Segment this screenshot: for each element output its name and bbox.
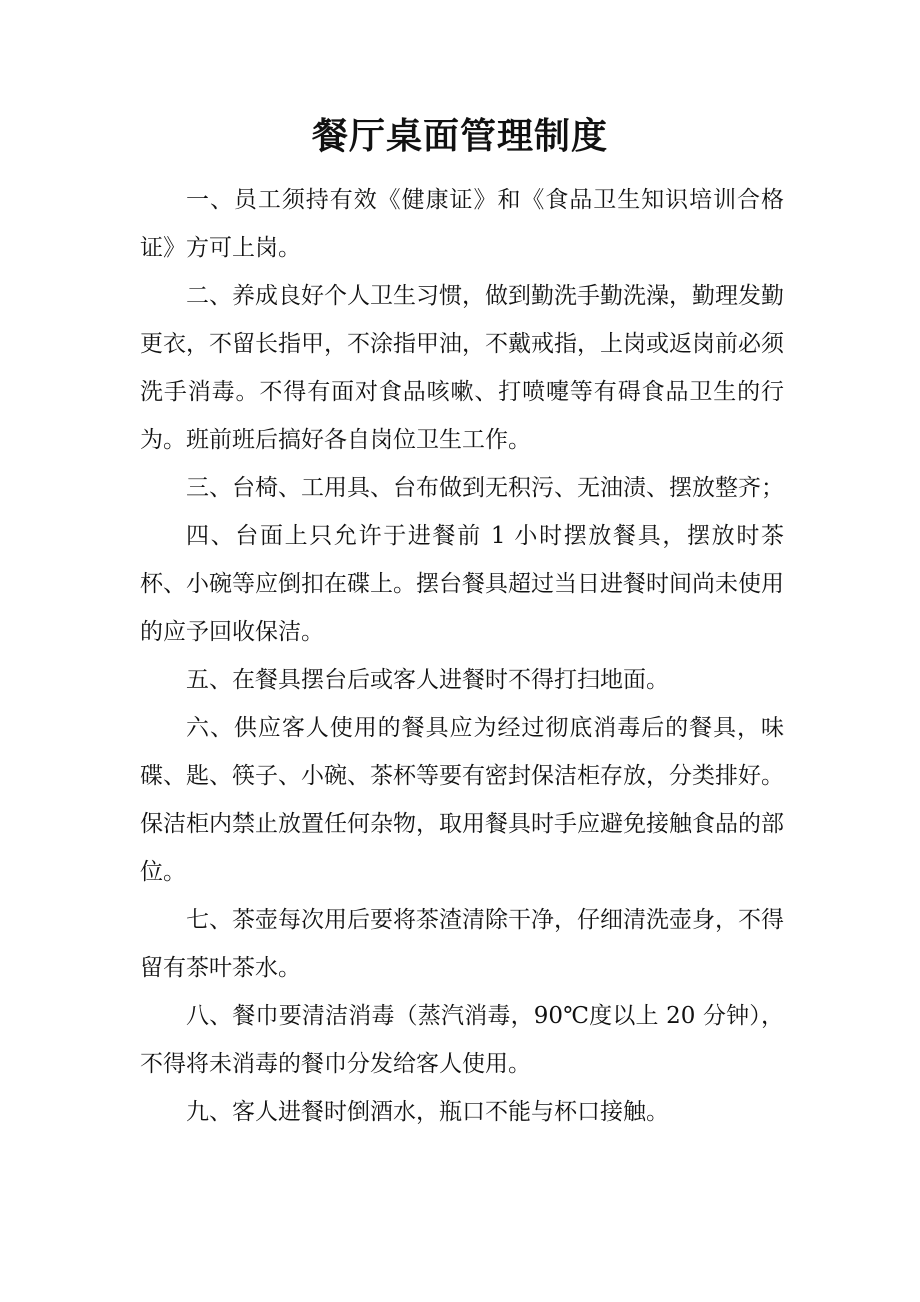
rule-paragraph-6: 六、供应客人使用的餐具应为经过彻底消毒后的餐具，味碟、匙、筷子、小碗、茶杯等要有密封保洁柜存放，分类排好。保洁柜内禁止放置任何杂物，取用餐具时手应避免接触食品的部位。 [140,715,784,885]
document-body [140,176,784,1136]
rule-paragraph-3: 三、台椅、工用具、台布做到无积污、无油渍、摆放整齐； [186,475,784,501]
rule-paragraph-1: 一、员工须持有效《健康证》和《食品卫生知识培训合格证》方可上岗。 [140,187,784,261]
rule-paragraph-5: 五、在餐具摆台后或客人进餐时不得打扫地面。 [186,667,669,693]
rule-paragraph-8: 八、餐巾要清洁消毒（蒸汽消毒，90℃度以上 20 分钟），不得将未消毒的餐巾分发给客人使用。 [140,1003,784,1077]
rule-paragraph-4: 四、台面上只允许于进餐前 1 小时摆放餐具，摆放时茶杯、小碗等应倒扣在碟上。摆台餐具超过当日进餐时间尚未使用的应予回收保洁。 [140,523,784,645]
rule-paragraph-2: 二、养成良好个人卫生习惯，做到勤洗手勤洗澡，勤理发勤更衣，不留长指甲，不涂指甲油，不戴戒指，上岗或返岗前必须洗手消毒。不得有面对食品咳嗽、打喷嚏等有碍食品卫生的行为。班前班后搞好各自岗位卫生工作。 [140,283,784,453]
document-title: 餐厅桌面管理制度 [311,115,608,157]
rule-paragraph-9: 九、客人进餐时倒酒水，瓶口不能与杯口接触。 [186,1099,669,1125]
rule-paragraph-7: 七、茶壶每次用后要将茶渣清除干净，仔细清洗壶身，不得留有茶叶茶水。 [140,907,784,981]
